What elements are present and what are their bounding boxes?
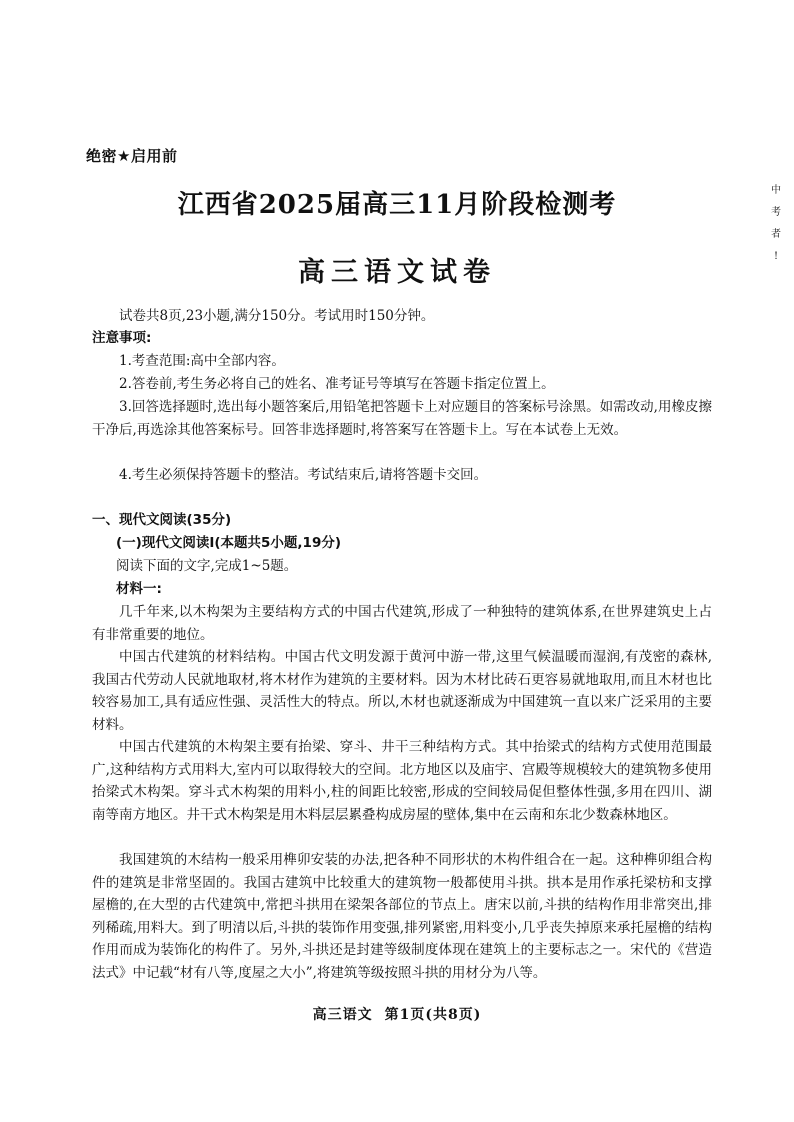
section-heading: 一、现代文阅读(35分) (92, 512, 232, 528)
page-footer (0, 1004, 794, 1024)
side-note-char: 考 (771, 207, 781, 218)
material-paragraph: 中国古代建筑的木构架主要有抬梁、穿斗、井干三种结构方式。其中抬梁式的结构方式使用范围最广,这种结构方式用料大,室内可以取得较大的空间。北方地区以及庙宇、宫殿等规模较大的建筑物多使用抬梁式木构架。穿斗式木构架的用料小,柱的间距比较密,形成的空间较局促但整体性强,多用在四川、湖南等南方地区。井干式木构架是用木料层层累叠构成房屋的壁体,集中在云南和东北少数森林地区。 (92, 739, 712, 823)
exam-intro: 试卷共8页,23小题,满分150分。考试用时150分钟。 (119, 308, 435, 324)
part-heading: (一)现代文阅读Ⅰ(本题共5小题,19分) (116, 535, 342, 551)
material-label: 材料一: (116, 581, 162, 597)
note-item: 3.回答选择题时,选出每小题答案后,用铅笔把答题卡上对应题目的答案标号涂黑。如需改动,用橡皮擦干净后,再选涂其他答案标号。回答非选择题时,将答案写在答题卡上。写在本试卷上无效。 (92, 399, 712, 438)
notes-heading: 注意事项: (92, 330, 152, 346)
note-item: 2.答卷前,考生务必将自己的姓名、准考证号等填写在答题卡指定位置上。 (119, 376, 555, 392)
footer-subject: 高三语文 (312, 1007, 373, 1023)
page-number: 第1页(共8页) (384, 1007, 482, 1023)
side-note-char: 者 (771, 229, 781, 240)
material-paragraph: 几千年来,以木构架为主要结构方式的中国古代建筑,形成了一种独特的建筑体系,在世界建筑史上占有非常重要的地位。 (92, 604, 712, 643)
paper-title: 高三语文试卷 (298, 257, 496, 288)
side-note-char: 中 (771, 185, 781, 196)
material-paragraph: 中国古代建筑的材料结构。中国古代文明发源于黄河中游一带,这里气候温暖而湿润,有茂密的森林,我国古代劳动人民就地取材,将木材作为建筑的主要材料。因为木材比砖石更容易就地取用,而且木材也比较容易加工,具有适应性强、灵活性大的特点。所以,木材也就逐渐成为中国建筑一直以来广泛采用的主要材料。 (92, 649, 712, 733)
note-item: 4.考生必须保持答题卡的整洁。考试结束后,请将答题卡交回。 (119, 467, 488, 483)
reading-instruction: 阅读下面的文字,完成1~5题。 (116, 558, 298, 574)
note-item: 1.考查范围:高中全部内容。 (119, 353, 285, 369)
side-note (768, 180, 784, 268)
exam-title: 江西省2025届高三11月阶段检测考 (177, 190, 617, 220)
material-paragraph: 我国建筑的木结构一般采用榫卯安装的办法,把各种不同形状的木构件组合在一起。这种榫卯组合构件的建筑是非常坚固的。我国古建筑中比较重大的建筑物一般都使用斗拱。拱本是用作承托梁枋和支撑屋檐的,在大型的古代建筑中,常把斗拱用在梁架各部位的节点上。唐宋以前,斗拱的结构作用非常突出,排列稀疏,用料大。到了明清以后,斗拱的装饰作用变强,排列紧密,用料变小,几乎丧失掉原来承托屋檐的结构作用而成为装饰化的构件了。另外,斗拱还是封建等级制度体现在建筑上的主要标志之一。宋代的《营造法式》中记载“材有八等,度屋之大小”,将建筑等级按照斗拱的用材分为八等。 (92, 852, 712, 981)
side-note-char: ! (773, 251, 779, 262)
confidential-label: 绝密★启用前 (86, 147, 178, 165)
